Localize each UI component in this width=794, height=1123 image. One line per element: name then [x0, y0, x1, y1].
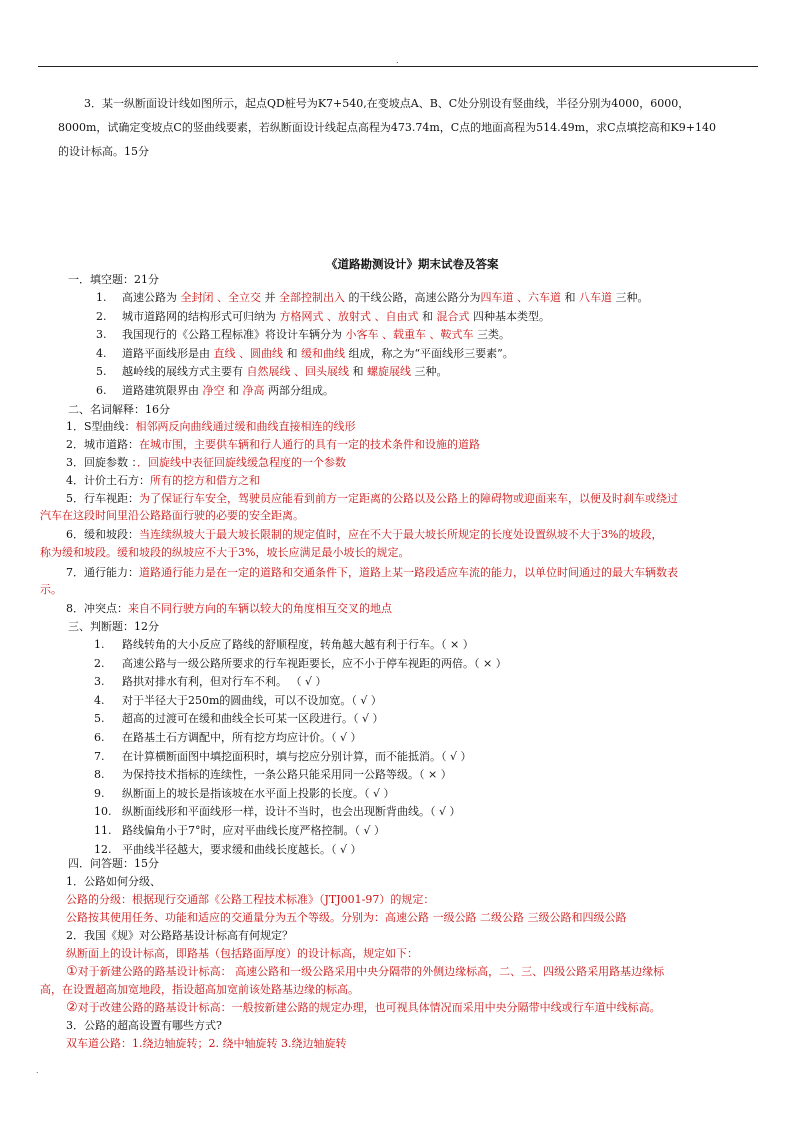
judge-number: 1.	[94, 638, 105, 651]
term-4	[66, 474, 260, 488]
answer-text: 来自不同行驶方向的车辆以较大的角度相互交叉的地点	[128, 602, 392, 615]
answer-text: 方格网式 、放射式 、自由式	[279, 309, 419, 323]
judge-number: 3.	[94, 675, 105, 689]
answer-text: 道路通行能力是在一定的道路和交通条件下，道路上某一路段适应车流的能力，以单位时间通过的最大车辆数表	[139, 566, 678, 579]
answer-text: 直线 、圆曲线	[213, 346, 283, 360]
prompt-text: 和	[418, 309, 437, 323]
problem-3-line2: 8000m，试确定变坡点C的竖曲线要素，若纵断面设计线起点高程为473.74m，C点的地面高程为514.49m，求C点填挖高和K9+140	[58, 121, 716, 134]
prompt-text: 并	[261, 291, 279, 304]
judge-item: 纵断面上的坡长是指该坡在水平面上投影的长度。（ √ ）	[122, 786, 395, 800]
fill-blank-number: 2.	[96, 309, 107, 323]
judge-item: 在路基土石方调配中，所有挖方均应计价。（ √ ）	[122, 731, 362, 744]
prompt-text: 1．S型曲线：	[66, 420, 136, 433]
prompt-text: 3．回旋参数 ：	[66, 456, 137, 469]
judge-item: 在计算横断面图中填挖面积时，填与挖应分别计算，而不能抵消。（ √ ）	[122, 749, 472, 763]
section-fill-blank-heading: 一．填空题：21分	[68, 273, 159, 286]
prompt-text: 和	[561, 291, 579, 304]
prompt-text: 三种。	[612, 291, 649, 304]
prompt-text: 6．缓和坡段：	[66, 528, 139, 541]
prompt-text: 和	[283, 346, 301, 360]
term-8	[66, 602, 392, 616]
prompt-text: 道路平面线形是由	[122, 346, 214, 360]
judge-number: 4.	[94, 693, 105, 707]
qa-question-1: 1．公路如何分级、	[66, 875, 161, 888]
judge-number: 10.	[94, 805, 112, 819]
term-3	[66, 456, 346, 470]
answer-text: 相邻两反向曲线通过缓和曲线直接相连的线形	[135, 420, 356, 433]
qa-answer-1-line2: 公路按其使用任务、功能和适应的交通量分为五个等级。分别为：高速公路 一级公路 二级公路 三级公路和四级公路	[66, 911, 627, 924]
judge-item: 纵断面线形和平面线形一样，设计不当时，也会出现断背曲线。（ √ ）	[122, 805, 461, 819]
fill-blank-number: 3.	[96, 328, 107, 341]
fill-blank-item	[122, 310, 550, 324]
judge-item: 为保持技术指标的连续性，一条公路只能采用同一公路等级。（ × ）	[122, 768, 452, 782]
prompt-text: 2．城市道路：	[66, 438, 139, 451]
circled-2-mark: ②	[66, 1000, 78, 1015]
answer-text: 当连续纵坡大于最大坡长限制的规定值时，应在不大于最大坡长所规定的长度处设置纵坡不大于3%的坡段，	[139, 528, 663, 541]
section-terms-heading: 二、名词解释：16分	[68, 403, 170, 416]
qa-answer-2-line2: ①对于新建公路的路基设计标高： 高速公路和一级公路采用中央分隔带的外侧边缘标高，二、三、四级公路采用路基边缘标	[66, 964, 665, 979]
prompt-text: 8．冲突点：	[66, 602, 128, 615]
problem-3-line1: 3．某一纵断面设计线如图所示，起点QD桩号为K7+540,在变坡点A、B、C处分别设有竖曲线，半径分别为4000，6000，	[84, 97, 690, 110]
prompt-text: 的干线公路，高速公路分为	[345, 291, 481, 304]
answer-text: 缓和曲线	[301, 346, 345, 360]
fill-blank-item	[122, 347, 514, 361]
header-mark: .	[396, 56, 399, 65]
judge-number: 12.	[94, 842, 112, 856]
header-rule	[38, 66, 758, 67]
prompt-text: 道路建筑限界由	[122, 383, 203, 397]
qa-answer-1-line1: 公路的分级：根据现行交通部《公路工程技术标准》（JTJ001-97）的规定：	[66, 893, 435, 906]
term-2	[66, 438, 480, 452]
prompt-text: 四种基本类型。	[469, 309, 550, 323]
answer-text: 螺旋展线	[367, 365, 411, 378]
prompt-text: 两部分组成。	[264, 383, 334, 397]
judge-item: 路线转角的大小反应了路线的舒顺程度，转角越大越有利于行车。（ × ）	[122, 638, 474, 651]
term-7-line1	[66, 566, 678, 580]
judge-item: 超高的过渡可在缓和曲线全长可某一区段进行。（ √ ）	[122, 712, 384, 726]
answer-text: 自然展线 、回头展线	[246, 365, 349, 378]
prompt-text: 5．行车视距：	[66, 492, 139, 505]
judge-item: 对于半径大于250m的圆曲线，可以不设加宽。（ √ ）	[122, 693, 382, 707]
judge-number: 6.	[94, 731, 105, 744]
fill-blank-item	[122, 365, 448, 379]
exam-title: 《道路勘测设计》期末试卷及答案	[326, 257, 499, 271]
judge-item: 平曲线半径越大，要求缓和曲线长度越长。（ √ ）	[122, 842, 362, 856]
qa-answer-3: 双车道公路：1.绕边轴旋转；2. 绕中轴旋转 3.绕边轴旋转	[66, 1037, 347, 1050]
answer-text: 为了保证行车安全，驾驶员应能看到前方一定距离的公路以及公路上的障碍物或迎面来车，以便及时刹车或绕过	[139, 492, 678, 505]
prompt-text: 越岭线的展线方式主要有	[122, 365, 247, 378]
term-5-line1	[66, 492, 678, 506]
answer-text: 净空	[202, 383, 225, 397]
problem-3-line3: 的设计标高。15分	[58, 145, 149, 158]
term-6-line2: 称为缓和坡段。缓和坡段的纵坡应不大于3%，坡长应满足最小坡长的规定。	[40, 546, 410, 559]
circled-1-mark: ①	[66, 964, 78, 979]
fill-blank-number: 5.	[96, 365, 107, 378]
fill-blank-number: 6.	[96, 383, 107, 397]
judge-number: 8.	[94, 768, 105, 782]
term-1	[66, 420, 356, 434]
qa-answer-2-line3: 高，在设置超高加宽地段，指设超高加宽前该处路基边缘的标高。	[40, 983, 359, 996]
prompt-text: 三种。	[411, 365, 448, 378]
prompt-text: 组成，称之为“平面线形三要素”。	[345, 346, 514, 360]
prompt-text: 和	[224, 383, 243, 397]
judge-number: 9.	[94, 786, 105, 800]
section-judge-heading: 三、判断题：12分	[68, 620, 159, 633]
qa-question-2: 2．我国《规》对公路路基设计标高有何规定？	[66, 929, 293, 942]
answer-text: 全封闭 、全立交	[180, 291, 261, 304]
section-qa-heading: 四．问答题：15分	[68, 857, 159, 870]
answer-text: 在城市围，主要供车辆和行人通行的具有一定的技术条件和设施的道路	[139, 438, 480, 451]
judge-number: 5.	[94, 712, 105, 726]
term-6-line1	[66, 528, 662, 542]
answer-text: 四车道 、六车道	[480, 291, 561, 304]
footer-mark: .	[36, 1066, 39, 1075]
answer-text: 混合式	[436, 309, 470, 323]
judge-number: 11.	[94, 824, 112, 837]
fill-blank-item	[122, 384, 334, 398]
answer-text: 八车道	[579, 291, 612, 304]
answer-text: ．回旋线中表征回旋线缓急程度的一个参数	[137, 456, 346, 469]
prompt-text: 三类。	[473, 328, 510, 341]
qa-answer-2-line4: ②对于改建公路的路基设计标高：一般按新建公路的规定办理，也可视具体情况而采用中央分隔带中线或行车道中线标高。	[66, 1000, 661, 1015]
answer-text: 净高	[242, 383, 265, 397]
qa-answer-2-line1: 纵断面上的设计标高，即路基（包括路面厚度）的设计标高，规定如下：	[66, 947, 418, 960]
prompt-text: 城市道路网的结构形式可归纳为	[122, 309, 280, 323]
prompt-text: 4．计价土石方：	[66, 474, 150, 487]
prompt-text: 高速公路为	[122, 291, 181, 304]
fill-blank-number: 4.	[96, 346, 107, 360]
prompt-text: 我国现行的《公路工程标准》将设计车辆分为	[122, 328, 346, 341]
prompt-text: 7．通行能力：	[66, 566, 139, 579]
judge-number: 2.	[94, 656, 105, 670]
qa-question-3: 3．公路的超高设置有哪些方式?	[66, 1019, 222, 1032]
judge-item: 路拱对排水有利，但对行车不利。 （ √ ）	[122, 675, 327, 689]
judge-number: 7.	[94, 749, 105, 763]
fill-blank-number: 1.	[96, 291, 107, 304]
fill-blank-item	[122, 291, 649, 305]
prompt-text: 和	[349, 365, 367, 378]
answer-text: 所有的挖方和借方之和	[150, 474, 260, 487]
answer-text: 全部控制出入	[279, 291, 345, 304]
fill-blank-item	[122, 328, 510, 342]
term-7-line2: 示。	[40, 583, 62, 596]
term-5-line2: 汽车在这段时间里沿公路路面行驶的必要的安全距离。	[40, 509, 304, 522]
answer-text: 小客车 、载重车 、鞍式车	[345, 328, 474, 341]
judge-item: 路线偏角小于7°时，应对平曲线长度严格控制。（ √ ）	[122, 824, 385, 837]
judge-item: 高速公路与一级公路所要求的行车视距要长，应不小于停车视距的两倍。（ × ）	[122, 656, 507, 670]
